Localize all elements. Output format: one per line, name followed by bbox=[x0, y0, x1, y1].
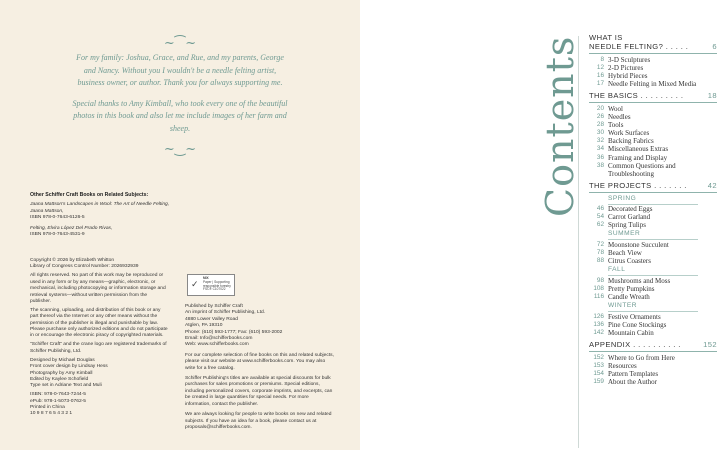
toc-entry-page: 28 bbox=[596, 121, 604, 129]
section-rule bbox=[589, 102, 717, 103]
toc-entry[interactable] bbox=[589, 285, 717, 293]
toc-entry-title: Pattern Templates bbox=[608, 370, 659, 379]
toc-entry[interactable] bbox=[589, 257, 717, 265]
publisher-address bbox=[185, 304, 335, 349]
section-page: 18 bbox=[707, 91, 717, 101]
season-rule bbox=[608, 311, 698, 312]
toc-entry[interactable] bbox=[589, 137, 717, 145]
season-rule bbox=[608, 275, 698, 276]
print-line: 10 9 8 7 6 5 4 3 2 1 bbox=[30, 411, 73, 417]
toc-entry-title: Pretty Pumpkins bbox=[608, 285, 655, 294]
scanning-text: The scanning, uploading, and distribution of this book or any part thereof via the Internet or any other means without the permission of the publisher is illegal and punishable by law. Please purchase only authorized editions and do not participate in or encourage the electronic piracy of copyrighted materials. bbox=[30, 307, 168, 339]
toc-entry-page: 153 bbox=[593, 362, 604, 369]
section-title: THE BASICS . . . . . . . . . bbox=[589, 91, 684, 101]
isbn-block bbox=[30, 392, 168, 418]
toc-section-appendix bbox=[589, 340, 717, 386]
toc-entry-page: 20 bbox=[596, 104, 604, 112]
toc-entry-title: Needle Felting in Mixed Media bbox=[608, 80, 697, 89]
toc-entry[interactable] bbox=[589, 121, 717, 129]
section-page: 42 bbox=[707, 180, 717, 190]
printed-in: Printed in China bbox=[30, 405, 65, 411]
section-page: 152 bbox=[703, 340, 717, 350]
toc-entry-page: 16 bbox=[596, 71, 604, 79]
toc-entry-page: 38 bbox=[596, 161, 604, 169]
toc-section-projects bbox=[589, 181, 717, 337]
section-heading[interactable] bbox=[589, 91, 717, 100]
publisher-web: Web: www.schifferbooks.com bbox=[185, 342, 249, 348]
section-heading[interactable] bbox=[589, 33, 717, 51]
toc-entry-page: 30 bbox=[596, 129, 604, 137]
toc-entry[interactable] bbox=[589, 249, 717, 257]
rights-text: All rights reserved. No part of this work may be reproduced or used in any form or by any means—graphic, electronic, or mechanical, including photocopying or information storage and retrieval systems—without written permission from the publisher. bbox=[30, 273, 166, 304]
toc-entry-page: 98 bbox=[596, 276, 604, 284]
lccn: Library of Congress Control Number: 2026932939 bbox=[30, 264, 139, 270]
toc-entry[interactable] bbox=[589, 129, 717, 137]
toc-entry-title: Backing Fabrics bbox=[608, 137, 654, 146]
section-title: THE PROJECTS . . . . . . . bbox=[589, 180, 687, 190]
contents-divider bbox=[578, 36, 579, 448]
credit-photo: Photography by Amy Kimball bbox=[30, 370, 93, 376]
publisher-proposals-text: We are always looking for people to write books on new and related subjects. If you have an idea for a book, please contact us at proposals@schifferbooks.com. bbox=[185, 412, 332, 430]
toc-entry[interactable] bbox=[589, 362, 717, 370]
toc-entry[interactable] bbox=[589, 105, 717, 113]
toc-entry-title: Moonstone Succulent bbox=[608, 241, 669, 250]
section-heading[interactable] bbox=[589, 181, 717, 190]
toc-entry-page: 152 bbox=[593, 353, 604, 361]
section-rule bbox=[589, 351, 717, 352]
publisher-imprint: An imprint of Schiffer Publishing, Ltd. bbox=[185, 310, 266, 316]
toc-entry[interactable] bbox=[589, 241, 717, 249]
toc-entry-page: 36 bbox=[596, 153, 604, 161]
spring-items bbox=[589, 205, 717, 229]
other-book-2-isbn: ISBN 978-0-7643-4531-9 bbox=[30, 232, 85, 238]
isbn: ISBN: 978-0-7643-7244-5 bbox=[30, 392, 87, 398]
section-items bbox=[589, 56, 717, 88]
toc-entry-title: About the Author bbox=[608, 378, 657, 387]
publisher-block bbox=[185, 304, 335, 435]
fsc-code: FSC® C107022 bbox=[203, 287, 226, 292]
toc-entry-title: Where to Go from Here bbox=[608, 353, 675, 362]
toc-entry-title: Needles bbox=[608, 113, 631, 122]
section-items bbox=[589, 105, 717, 178]
season-rule bbox=[608, 204, 698, 205]
toc-entry-page: 78 bbox=[596, 249, 604, 257]
toc-entry[interactable] bbox=[589, 64, 717, 72]
toc-entry-title: Beach View bbox=[608, 249, 642, 258]
epub-isbn: ePub: 978-1-5073-0762-5 bbox=[30, 398, 87, 404]
toc-entry[interactable] bbox=[589, 378, 717, 386]
toc-entry-title: Candle Wreath bbox=[608, 293, 650, 302]
contents-heading bbox=[534, 33, 584, 217]
other-book-1-isbn: ISBN 978-0-7643-6126-5 bbox=[30, 215, 85, 221]
toc-entry[interactable] bbox=[589, 72, 717, 80]
section-title-line2: NEEDLE FELTING? . . . . . bbox=[589, 42, 689, 51]
fsc-paper-text: Paper | Supporting responsible forestry bbox=[203, 279, 231, 288]
toc-entry[interactable] bbox=[589, 293, 717, 301]
section-page: 6 bbox=[712, 42, 717, 51]
dedication-text: For my family: Joshua, Grace, and Rue, and my parents, George and Nancy. Without you I wouldn't be a needle felting artist, business owner, or author. Thank you for always supporting me. bbox=[76, 53, 284, 88]
credit-type: Type set in Adriane Text and Muli bbox=[30, 383, 102, 389]
toc-entry-title: 3-D Sculptures bbox=[608, 55, 651, 64]
summer-items bbox=[589, 241, 717, 265]
toc-entry-page: 54 bbox=[596, 213, 604, 221]
toc-entry-title: Mountain Cabin bbox=[608, 329, 654, 338]
toc-entry-page: 72 bbox=[596, 241, 604, 249]
toc-entry[interactable] bbox=[589, 162, 717, 178]
toc-entry-page: 62 bbox=[596, 221, 604, 229]
publisher-name: Published by Schiffer Craft bbox=[185, 304, 243, 309]
toc-entry-page: 88 bbox=[596, 257, 604, 265]
fsc-text bbox=[203, 277, 233, 292]
toc-entry[interactable] bbox=[589, 370, 717, 378]
bottom-swash-ornament: ~‿~ bbox=[163, 142, 197, 157]
copyright-holder: Copyright © 2026 by Elizabeth Whitton bbox=[30, 258, 115, 263]
toc-entry-title: Spring Tulips bbox=[608, 221, 646, 230]
acknowledgment-text: Special thanks to Amy Kimball, who took every one of the beautiful photos in this book and also let me include images of her farm and sheep. bbox=[72, 98, 288, 133]
toc-entry[interactable] bbox=[589, 329, 717, 337]
toc-entry-page: 142 bbox=[593, 329, 604, 337]
other-books-title: Other Schiffer Craft Books on Related Subjects: bbox=[30, 192, 149, 198]
toc-entry-page: 154 bbox=[593, 370, 604, 378]
toc-entry-title: 2-D Pictures bbox=[608, 63, 644, 72]
top-swash-ornament: ~⁀~ bbox=[163, 36, 197, 51]
toc-section-what-is bbox=[589, 33, 717, 88]
fsc-logo bbox=[187, 274, 235, 296]
season-rule bbox=[608, 239, 698, 240]
toc-entry-page: 26 bbox=[596, 113, 604, 121]
other-books-block bbox=[30, 192, 170, 242]
other-book-2-title: Felting, Elvira López Del Prado Rivas, bbox=[30, 225, 113, 231]
publisher-email: Email: Info@schifferbooks.com bbox=[185, 336, 253, 342]
section-rule bbox=[589, 53, 717, 54]
credit-cover: Front cover design by Lindsay Hess bbox=[30, 364, 108, 370]
other-book-1-title: Jaana Mattson's Landscapes in Wool: The Art of Needle Felting, Jaana Mattson, bbox=[30, 202, 170, 214]
copyright-block bbox=[30, 258, 168, 420]
toc-entry-title: Framing and Display bbox=[608, 153, 668, 162]
toc-entry[interactable] bbox=[589, 221, 717, 229]
toc-entry-page: 34 bbox=[596, 145, 604, 153]
other-book-1 bbox=[30, 202, 170, 221]
publisher-phone: Phone: (610) 593-1777; Fax: (610) 593-2002 bbox=[185, 329, 283, 335]
toc-entry[interactable] bbox=[589, 213, 717, 221]
credit-designer: Designed by Michael Douglas bbox=[30, 357, 95, 363]
toc-entry-title: Pine Cone Stockings bbox=[608, 320, 667, 329]
other-book-2 bbox=[30, 226, 170, 239]
contents-title: Contents bbox=[538, 35, 582, 217]
fsc-tree-icon: ✓ bbox=[191, 279, 199, 289]
toc-entry-title: Miscellaneous Extras bbox=[608, 145, 669, 154]
publisher-city: Atglen, PA 19310 bbox=[185, 323, 223, 329]
toc-entry-title: Wool bbox=[608, 104, 623, 113]
toc-entry-page: 159 bbox=[593, 378, 604, 386]
toc-entry-title: Resources bbox=[608, 362, 637, 370]
toc-entry-title: Citrus Coasters bbox=[608, 257, 651, 266]
toc-section-basics bbox=[589, 91, 717, 178]
toc-entry-title: Common Questions and Troubleshooting bbox=[608, 161, 676, 178]
section-title-line1: WHAT IS bbox=[589, 33, 623, 42]
toc-entry-page: 116 bbox=[593, 293, 604, 301]
toc-entry[interactable] bbox=[589, 56, 717, 64]
toc-entry-page: 108 bbox=[593, 285, 604, 293]
toc-entry[interactable] bbox=[589, 113, 717, 121]
toc-entry-title: Decorated Eggs bbox=[608, 205, 653, 214]
publisher-discount-text: Schiffer Publishing's titles are available at special discounts for bulk purchases for sales promotions or premiums. Special editions, including personalized covers, corporate imprints, and excerpts, can be created in large quantities for special needs. For more information, contact the publisher. bbox=[185, 376, 333, 407]
toc-entry[interactable] bbox=[589, 277, 717, 285]
toc-entry-title: Work Surfaces bbox=[608, 129, 650, 138]
winter-items bbox=[589, 313, 717, 337]
toc-entry-title: Tools bbox=[608, 121, 624, 130]
season-spring: SPRING bbox=[608, 194, 637, 202]
publisher-catalog-text: For our complete selection of fine books on this and related subjects, please visit our website at www.schifferbooks.com. You may also write for a free catalog. bbox=[185, 352, 334, 371]
copyright-line bbox=[30, 258, 168, 271]
toc-entry-page: 46 bbox=[596, 205, 604, 213]
toc-entry-page: 8 bbox=[600, 55, 604, 63]
credits bbox=[30, 358, 168, 390]
toc-entry[interactable] bbox=[589, 154, 717, 162]
toc-entry-title: Hybrid Pieces bbox=[608, 71, 648, 80]
toc-entry-page: 136 bbox=[593, 320, 604, 328]
fall-items bbox=[589, 277, 717, 301]
section-heading[interactable] bbox=[589, 340, 717, 349]
toc-entry[interactable] bbox=[589, 145, 717, 153]
toc-entry[interactable] bbox=[589, 313, 717, 321]
toc-entry[interactable] bbox=[589, 354, 717, 362]
table-of-contents bbox=[589, 33, 717, 389]
dedication bbox=[70, 52, 290, 144]
toc-entry[interactable] bbox=[589, 80, 717, 88]
publisher-street: 4880 Lower Valley Road bbox=[185, 316, 238, 322]
trademark-text: "Schiffer Craft" and the crane logo are registered trademarks of Schiffer Publishing, Ltd. bbox=[30, 342, 167, 354]
season-winter: WINTER bbox=[608, 302, 638, 310]
credit-editor: Edited by Kaylee Schofield bbox=[30, 376, 89, 382]
toc-entry[interactable] bbox=[589, 205, 717, 213]
toc-entry-title: Carrot Garland bbox=[608, 213, 651, 222]
toc-entry-page: 32 bbox=[596, 137, 604, 145]
fsc-mix-label: MIX bbox=[203, 276, 209, 280]
section-rule bbox=[589, 192, 717, 193]
season-fall: FALL bbox=[608, 266, 626, 274]
toc-entry-page: 17 bbox=[596, 80, 604, 88]
section-title: APPENDIX . . . . . . . . . . bbox=[589, 340, 681, 350]
season-summer: SUMMER bbox=[608, 230, 641, 238]
toc-entry-page: 12 bbox=[596, 63, 604, 71]
toc-entry-title: Festive Ornaments bbox=[608, 312, 661, 321]
section-items bbox=[589, 354, 717, 386]
toc-entry[interactable] bbox=[589, 321, 717, 329]
toc-entry-page: 126 bbox=[593, 312, 604, 320]
toc-entry-title: Mushrooms and Moss bbox=[608, 276, 671, 285]
